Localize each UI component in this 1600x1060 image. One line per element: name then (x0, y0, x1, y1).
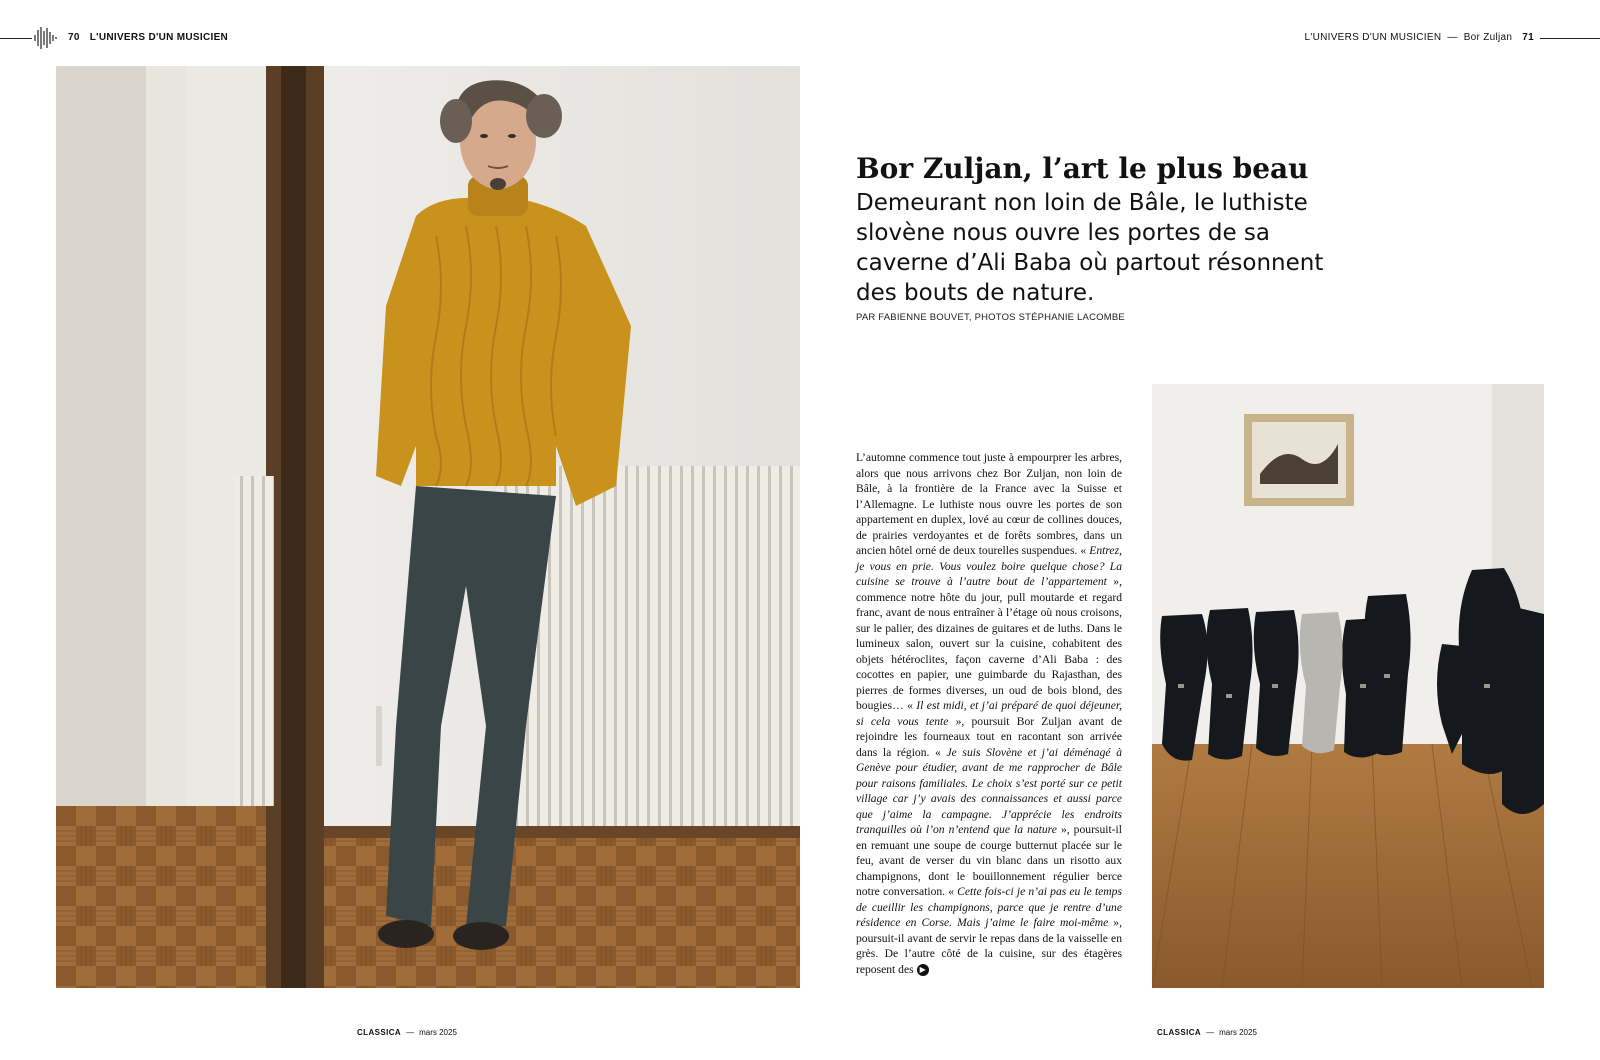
header-right (1305, 32, 1534, 43)
header-separator: — (1447, 32, 1458, 43)
body-quote: Je suis Slovène et j’ai déménagé à Genève pour étudier, avant de me rapprocher de Bâle pour raisons familiales. Le choix s’est porté sur ce petit village car j’y avais des connaissances et aussi parce que j’aime la campagne. J’apprécie les endroits tranquilles où l’on n’entend que la nature (856, 745, 1122, 836)
header-rule-right (1540, 38, 1600, 39)
portrait-photo (56, 66, 800, 988)
body-run: », poursuit Bor Zuljan avant de rejoindre les fourneaux tout en racontant son arrivée dans la région. « (856, 714, 1122, 759)
article-byline: PAR FABIENNE BOUVET, PHOTOS STÉPHANIE LACOMBE (856, 312, 1125, 323)
soundwave-icon (30, 26, 60, 50)
footer-date: mars 2025 (419, 1028, 457, 1037)
body-run: », commence notre hôte du jour, pull moutarde et regard franc, avant de nous entraîner à l’étage où nous croisons, sur le palier, des dizaines de guitares et de luths. Dans le lumineux salon, ouvert sur la cuisine, cohabitent des objets hétéroclites, façon caverne d’Ali Baba : des cocottes en papier, une guimbarde du Rajasthan, des pierres de formes diverses, un oud de bois blond, des bougies… « (856, 575, 1123, 712)
body-run: », poursuit-il en remuant une soupe de courge butternut placée sur le feu, avant de verser du vin blanc dans un risotto aux champignons, dont le bouillonnement régulier berce notre conversation. « (856, 823, 1122, 898)
guitar-cases-photo (1152, 384, 1544, 988)
header-rule-left (0, 38, 32, 39)
footer-separator: — (406, 1028, 415, 1037)
body-run: L’automne commence tout juste à empourprer les arbres, alors que nous arrivons chez Bor Zuljan, non loin de Bâle, à la frontière de la France avec la Suisse et l’Allemagne. Le luthiste nous ouvre les portes de son appartement en duplex, lové au cœur de collines douces, de prairies verdoyantes et de forêts sombres, dans un ancien hôtel orné de deux tourelles suspendues. « (856, 451, 1122, 557)
header-subject: Bor Zuljan (1463, 32, 1513, 43)
arrow-right-circle-icon: ▶ (917, 964, 929, 976)
page-number-right: 71 (1522, 32, 1534, 43)
footer-date: mars 2025 (1219, 1028, 1257, 1037)
footer-separator: — (1206, 1028, 1215, 1037)
body-quote: Il est midi, et j’ai préparé de quoi déjeuner, si cela vous tente (856, 699, 1122, 728)
article-title: Bor Zuljan, l’art le plus beau (856, 152, 1309, 185)
section-title-right: L'UNIVERS D'UN MUSICIEN (1304, 32, 1442, 43)
footer-right (1157, 1028, 1257, 1037)
body-quote: Cette fois-ci je n’ai pas eu le temps de cueillir les champignons, parce que je rentre d’une résidence en Corse. Mais j’aime le faire moi-même (856, 885, 1122, 929)
footer-left (357, 1028, 457, 1037)
article-body (856, 450, 1122, 977)
body-run: », poursuit-il avant de servir le repas dans de la vaisselle en grès. De l’autre côté de la cuisine, sur des étagères reposent des (856, 916, 1122, 976)
section-title-left: L'UNIVERS D'UN MUSICIEN (89, 32, 229, 43)
footer-brand: CLASSICA (357, 1028, 402, 1037)
body-quote: Entrez, je vous en prie. Vous voulez boire quelque chose? La cuisine se trouve à l’autre bout de l’appartement (856, 544, 1122, 588)
article-subtitle: Demeurant non loin de Bâle, le luthiste slovène nous ouvre les portes de sa caverne d’Ali Baba où partout résonnent des bouts de nature. (856, 190, 1324, 306)
page-number-left: 70 (68, 32, 80, 43)
header-left (68, 32, 228, 43)
footer-brand: CLASSICA (1157, 1028, 1202, 1037)
